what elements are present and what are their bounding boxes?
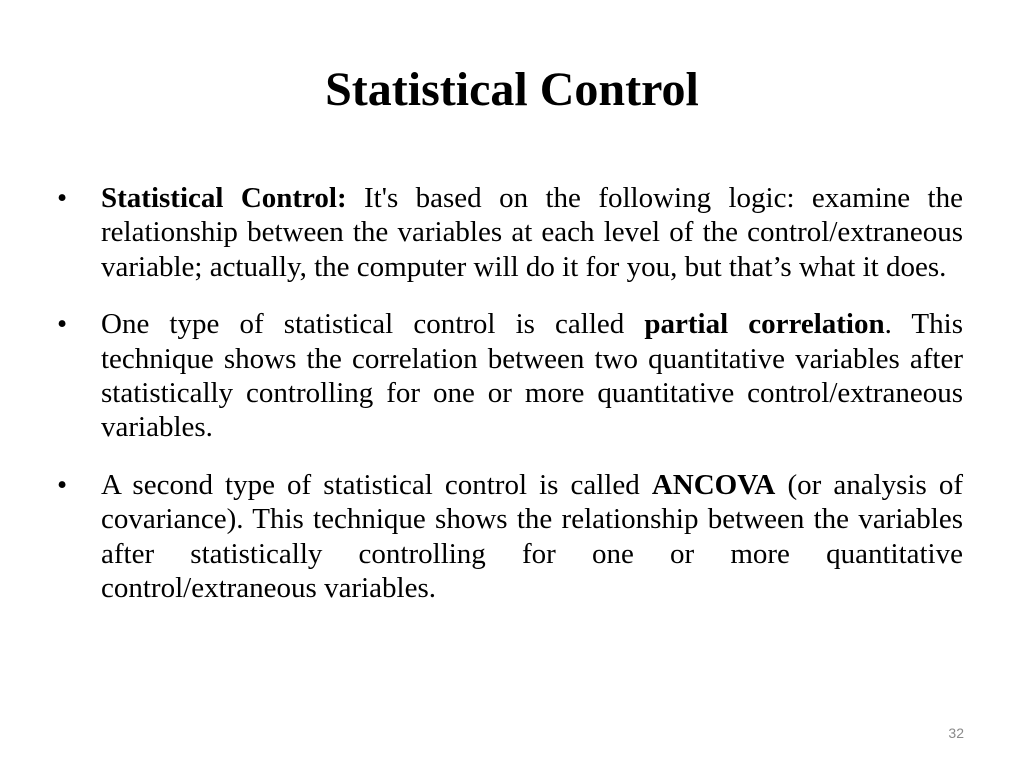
bullet-list	[57, 181, 963, 628]
slide-title: Statistical Control	[325, 63, 699, 116]
page-number: 32	[948, 725, 964, 741]
bullet-item-partial-correlation	[57, 307, 963, 445]
bullet-bold-lead: Statistical Control:	[101, 182, 347, 214]
bullet-text-before: A second type of statistical control is called	[101, 468, 652, 501]
bullet-text: It's based on the following logic: examine the relationship between the variables at each level of the control/extraneous variable; actually, the computer will do it for you, but that’s what it does.	[101, 182, 963, 283]
bullet-icon: •	[57, 182, 68, 214]
bullet-bold-term: ANCOVA	[651, 468, 776, 501]
bullet-item-statistical-control	[57, 181, 963, 284]
bullet-icon: •	[57, 468, 68, 501]
bullet-text-after: . This technique shows the correlation between two quantitative variables after statistically controlling for one or more quantitative control/extraneous variables.	[101, 308, 963, 444]
bullet-text-before: One type of statistical control is called	[101, 308, 645, 341]
bullet-bold-term: partial correlation	[644, 308, 885, 341]
bullet-item-ancova	[57, 468, 963, 606]
bullet-icon: •	[57, 308, 68, 341]
bullet-text-after: (or analysis of covariance). This technique shows the relationship between the variables after statistically controlling for one or more quantitative control/extraneous variables.	[101, 468, 964, 605]
